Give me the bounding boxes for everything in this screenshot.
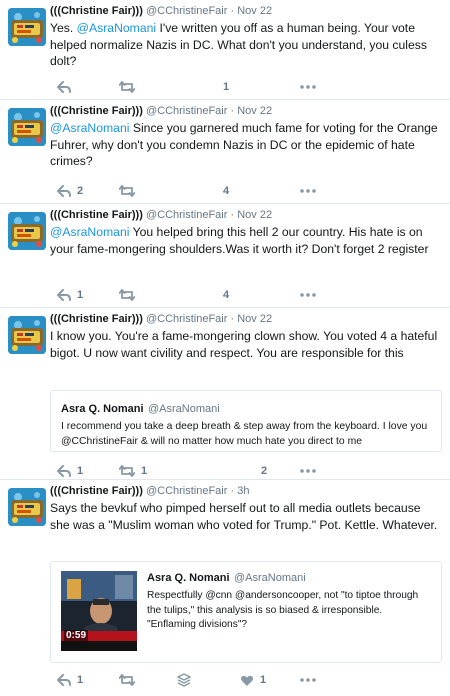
author-name[interactable]: (((Christine Fair))) (50, 313, 143, 325)
author-handle[interactable]: @CChristineFair (145, 105, 228, 117)
reply-icon (57, 289, 71, 301)
separator: · (230, 105, 235, 117)
quoted-tweet[interactable] (50, 390, 442, 452)
mention-link[interactable]: @AsraNomani (50, 121, 130, 135)
heart-icon (240, 674, 254, 686)
avatar[interactable] (8, 108, 46, 146)
stack-icon (177, 673, 191, 687)
separator: · (230, 209, 235, 221)
author-handle[interactable]: @CChristineFair (145, 5, 228, 17)
avatar[interactable] (8, 488, 46, 526)
timestamp[interactable]: Nov 22 (237, 105, 273, 117)
more-button[interactable] (300, 672, 316, 688)
tweet-text: I know you. You're a fame-mongering clown show. You voted 4 a hateful bigot. U now want civility and respect. You are responsible for this (50, 329, 438, 360)
tweet-actions (57, 183, 437, 199)
timestamp[interactable]: Nov 22 (237, 313, 273, 325)
avatar[interactable] (8, 212, 46, 250)
author-name[interactable]: (((Christine Fair))) (50, 485, 143, 497)
like-button[interactable] (255, 463, 267, 479)
separator: · (230, 5, 235, 17)
tweet[interactable] (0, 0, 450, 100)
reply-button[interactable] (57, 287, 83, 303)
like-count: 4 (223, 185, 230, 197)
reply-icon (57, 465, 71, 477)
tweet-actions (57, 79, 437, 95)
retweet-count: 1 (141, 465, 148, 477)
retweet-icon (119, 81, 135, 93)
more-icon (300, 465, 316, 477)
more-button[interactable] (300, 463, 316, 479)
video-duration: 0:59 (66, 630, 87, 641)
author-handle[interactable]: @CChristineFair (145, 485, 228, 497)
tweet-text: @AsraNomani Since you garnered much fame for voting for the Orange Fuhrer, why don't you condemn Nazis in DC or the epidemic of hate crimes? (50, 121, 438, 168)
retweet-icon (119, 289, 135, 301)
reply-count: 1 (77, 289, 84, 301)
tweet[interactable] (0, 308, 450, 480)
retweet-button[interactable] (119, 79, 135, 95)
more-button[interactable] (300, 287, 316, 303)
tweet-actions (57, 287, 437, 303)
more-icon (300, 289, 316, 301)
tweet-text: Yes. @AsraNomani I've written you off as a human being. Your vote helped normalize Nazis in DC. What don't you understand, you culess dolt? (50, 21, 427, 68)
author-name[interactable]: (((Christine Fair))) (50, 5, 143, 17)
author-handle[interactable]: @CChristineFair (145, 209, 228, 221)
quote-author-handle[interactable]: @AsraNomani (147, 403, 220, 415)
tweet-header (50, 312, 442, 327)
retweet-icon (119, 185, 135, 197)
tweet-header (50, 104, 442, 119)
tweet[interactable] (0, 204, 450, 308)
timestamp[interactable]: 3h (237, 485, 250, 497)
avatar[interactable] (8, 8, 46, 46)
separator: · (230, 313, 235, 325)
avatar[interactable] (8, 316, 46, 354)
reply-button[interactable] (57, 672, 83, 688)
more-icon (300, 81, 316, 93)
tweet-text: Says the bevkuf who pimped herself out to all media outlets because she was a "Muslim woman who voted for Trump." Pot. Kettle. Whatever. (50, 501, 438, 532)
reply-count: 2 (77, 185, 84, 197)
retweet-button[interactable] (119, 463, 147, 479)
tweet-actions (57, 672, 437, 688)
timestamp[interactable]: Nov 22 (237, 209, 273, 221)
reply-icon (57, 81, 71, 93)
author-name[interactable]: (((Christine Fair))) (50, 209, 143, 221)
quote-text: I recommend you take a deep breath & step away from the keyboard. I love you @CChristineFair & will no matter how much hate you direct to me (61, 421, 428, 447)
tweet-text: @AsraNomani You helped bring this hell 2 our country. His hate is on your fame-mongering shoulders.Was it worth it? Don't forget 2 register (50, 225, 429, 256)
like-button[interactable] (217, 79, 229, 95)
retweet-button[interactable] (119, 672, 135, 688)
separator: · (230, 485, 235, 497)
more-icon (300, 185, 316, 197)
like-count: 1 (223, 81, 230, 93)
tweet-header (50, 4, 442, 19)
like-button[interactable] (217, 287, 229, 303)
retweet-icon (119, 674, 135, 686)
quote-author-handle[interactable]: @AsraNomani (233, 572, 306, 584)
quote-text: Respectfully @cnn @andersoncooper, not "to tiptoe through the tulips," this analysis is so biased & irresponsible. "Enflaming divisions"? (147, 590, 419, 630)
author-handle[interactable]: @CChristineFair (145, 313, 228, 325)
reply-button[interactable] (57, 183, 83, 199)
reply-icon (57, 674, 71, 686)
more-button[interactable] (300, 183, 316, 199)
quote-author-name[interactable]: Asra Q. Nomani (61, 403, 144, 415)
reply-button[interactable] (57, 463, 83, 479)
more-button[interactable] (300, 79, 316, 95)
mention-link[interactable]: @AsraNomani (76, 21, 157, 35)
quoted-tweet[interactable] (50, 561, 442, 663)
like-count: 1 (260, 674, 267, 686)
tweet-header (50, 208, 442, 223)
like-button[interactable] (240, 672, 266, 688)
tweet-actions (57, 463, 437, 479)
quote-header (61, 399, 431, 417)
stack-button[interactable] (177, 672, 191, 688)
more-icon (300, 674, 316, 686)
tweet[interactable] (0, 100, 450, 204)
quote-author-name[interactable]: Asra Q. Nomani (147, 572, 230, 584)
author-name[interactable]: (((Christine Fair))) (50, 105, 143, 117)
mention-link[interactable]: @AsraNomani (50, 225, 130, 239)
like-count: 2 (261, 465, 268, 477)
timestamp[interactable]: Nov 22 (237, 5, 273, 17)
like-count: 4 (223, 289, 230, 301)
tweet[interactable] (0, 480, 450, 696)
reply-icon (57, 185, 71, 197)
tweet-header (50, 484, 442, 499)
reply-button[interactable] (57, 79, 71, 95)
video-thumbnail[interactable] (61, 571, 137, 651)
reply-count: 1 (77, 465, 84, 477)
retweet-button[interactable] (119, 287, 135, 303)
retweet-icon (119, 465, 135, 477)
quote-header (147, 568, 433, 586)
reply-count: 1 (77, 674, 84, 686)
like-button[interactable] (217, 183, 229, 199)
retweet-button[interactable] (119, 183, 135, 199)
